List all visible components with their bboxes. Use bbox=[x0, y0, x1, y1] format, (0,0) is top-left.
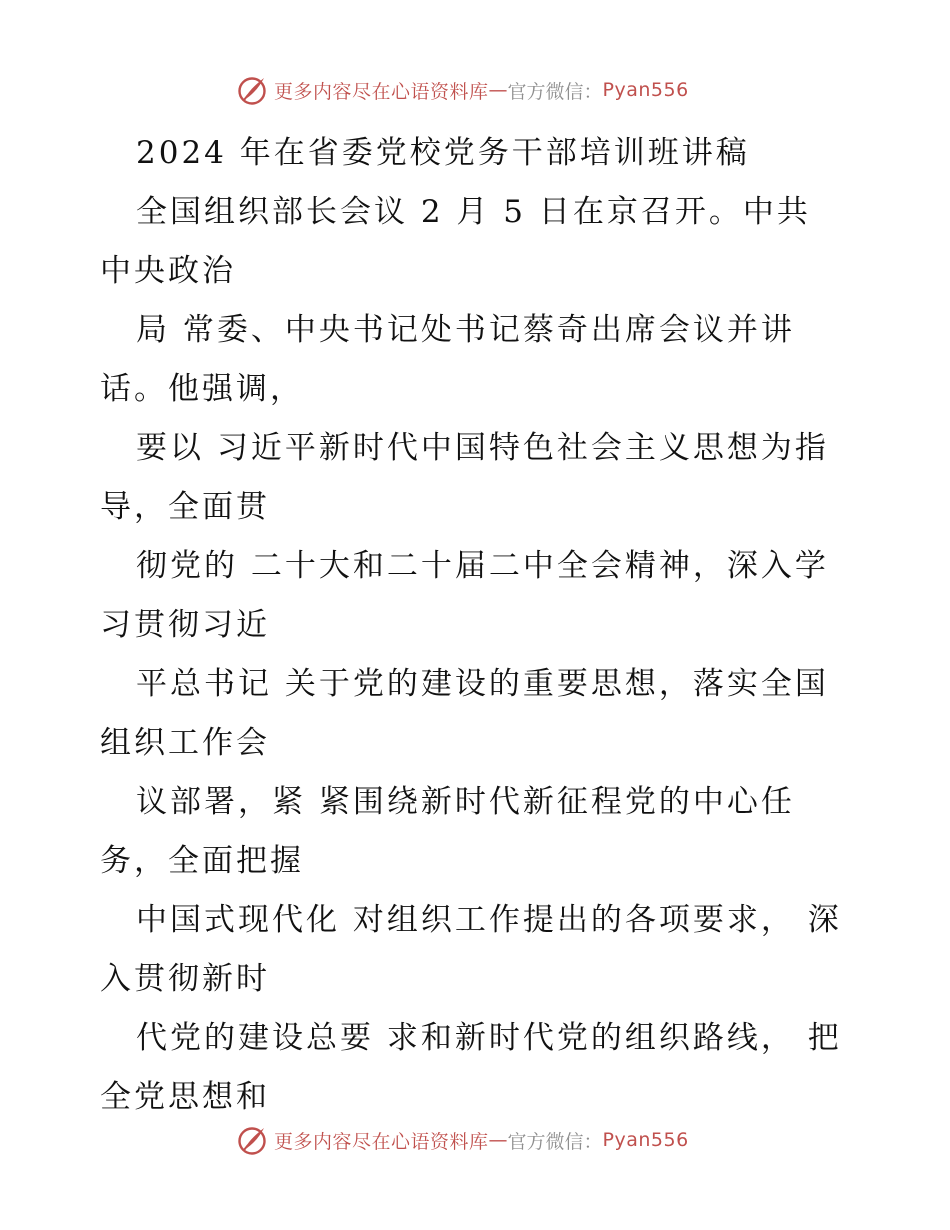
paragraph-line: 务，全面把握 bbox=[100, 843, 304, 879]
document-body bbox=[100, 124, 860, 1127]
paragraph-line: 代党的建设总要 求和新时代党的组织路线， 把 bbox=[136, 1020, 842, 1056]
watermark-dash: — bbox=[488, 1129, 508, 1151]
watermark-text: 更多内容尽在心语资料库 bbox=[274, 80, 489, 103]
quill-circle-icon bbox=[236, 74, 268, 106]
watermark-banner-top bbox=[236, 73, 689, 107]
watermark-suffix: 官方微信： bbox=[507, 1130, 603, 1153]
paragraph-line: 要以 习近平新时代中国特色社会主义思想为指 bbox=[136, 430, 829, 466]
paragraph-line: 局 常委、中央书记处书记蔡奇出席会议并讲 bbox=[136, 312, 795, 348]
paragraph-line: 议部署，紧 紧围绕新时代新征程党的中心任 bbox=[136, 784, 795, 820]
quill-circle-icon bbox=[236, 1124, 268, 1156]
paragraph-line: 中央政治 bbox=[100, 253, 236, 289]
watermark-id: Pyan556 bbox=[602, 79, 689, 101]
watermark-banner-bottom bbox=[236, 1123, 689, 1157]
watermark-id: Pyan556 bbox=[602, 1129, 689, 1151]
paragraph-line: 导，全面贯 bbox=[100, 489, 270, 525]
paragraph-line: 组织工作会 bbox=[100, 725, 270, 761]
watermark-suffix: 官方微信： bbox=[507, 80, 603, 103]
paragraph-line: 平总书记 关于党的建设的重要思想，落实全国 bbox=[136, 666, 829, 702]
paragraph-line: 全国组织部长会议 2 月 5 日在京召开。中共 bbox=[136, 194, 811, 230]
paragraph-line: 话。他强调， bbox=[100, 371, 304, 407]
paragraph-line: 彻党的 二十大和二十届二中全会精神，深入学 bbox=[136, 548, 829, 584]
watermark-dash: — bbox=[488, 79, 508, 101]
watermark-text: 更多内容尽在心语资料库 bbox=[274, 1130, 489, 1153]
paragraph-line: 全党思想和 bbox=[100, 1079, 270, 1115]
paragraph-line: 中国式现代化 对组织工作提出的各项要求， 深 bbox=[136, 902, 842, 938]
paragraph-line: 入贯彻新时 bbox=[100, 961, 270, 997]
paragraph-line: 习贯彻习近 bbox=[100, 607, 270, 643]
document-title: 2024 年在省委党校党务干部培训班讲稿 bbox=[136, 135, 750, 171]
